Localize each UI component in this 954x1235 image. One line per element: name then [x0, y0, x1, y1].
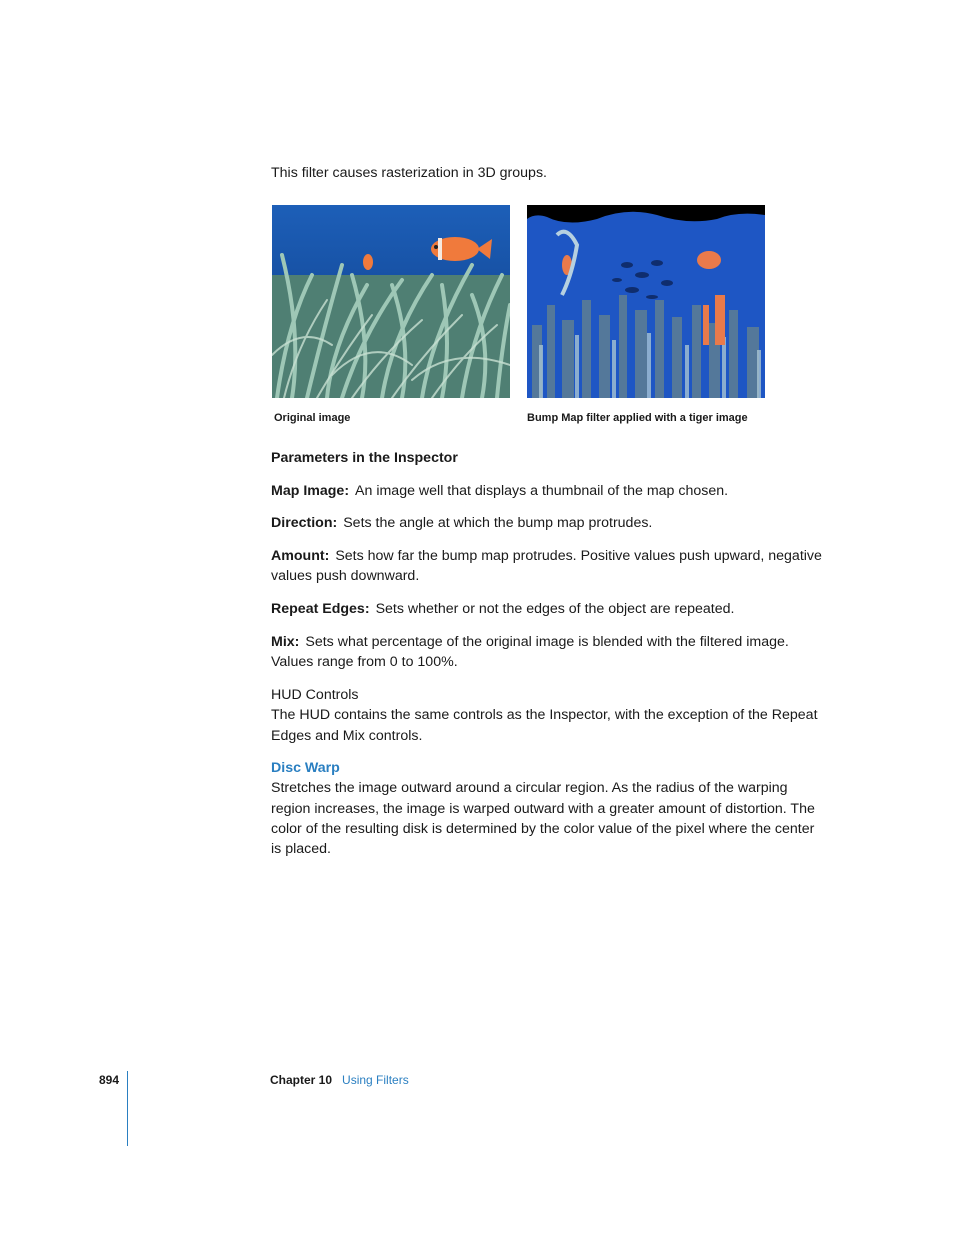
- chapter-title-link[interactable]: Using Filters: [342, 1073, 409, 1087]
- param-term: Mix:: [271, 634, 300, 650]
- intro-text: This filter causes rasterization in 3D groups.: [271, 165, 547, 181]
- bump-map-caption: Bump Map filter applied with a tiger image: [527, 412, 748, 424]
- chapter-label: Chapter 10: [270, 1073, 333, 1087]
- param-desc: Sets the angle at which the bump map protrudes.: [343, 515, 653, 531]
- bump-map-image: [527, 205, 765, 398]
- param-desc: Sets what percentage of the original image is blended with the filtered image. Values range from 0 to 100%.: [271, 634, 789, 671]
- disc-warp-section: [271, 758, 827, 859]
- params-heading: Parameters in the Inspector: [271, 450, 458, 466]
- footer-divider: [127, 1071, 128, 1146]
- param-map-image: [271, 481, 827, 501]
- param-mix: [271, 632, 827, 673]
- hud-body: The HUD contains the same controls as the Inspector, with the exception of the Repeat Edges and Mix controls.: [271, 707, 818, 744]
- param-direction: [271, 513, 827, 533]
- param-term: Direction:: [271, 515, 338, 531]
- param-term: Repeat Edges:: [271, 601, 370, 617]
- footer-chapter: [270, 1073, 409, 1087]
- param-repeat-edges: [271, 599, 827, 619]
- param-desc: Sets whether or not the edges of the object are repeated.: [375, 601, 735, 617]
- hud-section: [271, 685, 827, 746]
- disc-warp-heading: Disc Warp: [271, 760, 340, 776]
- disc-warp-body: Stretches the image outward around a circular region. As the radius of the warping region increases, the image is warped outward with a greater amount of distortion. The color of the resulting disk is determined by the color value of the pixel where the center is placed.: [271, 780, 815, 858]
- param-desc: An image well that displays a thumbnail of the map chosen.: [355, 483, 729, 499]
- param-amount: [271, 546, 827, 587]
- param-term: Map Image:: [271, 483, 350, 499]
- original-image-caption: Original image: [274, 412, 351, 424]
- param-desc: Sets how far the bump map protrudes. Positive values push upward, negative values push downward.: [271, 548, 822, 585]
- original-image: [272, 205, 510, 398]
- page-number: 894: [99, 1073, 120, 1087]
- param-term: Amount:: [271, 548, 330, 564]
- hud-heading: HUD Controls: [271, 687, 359, 703]
